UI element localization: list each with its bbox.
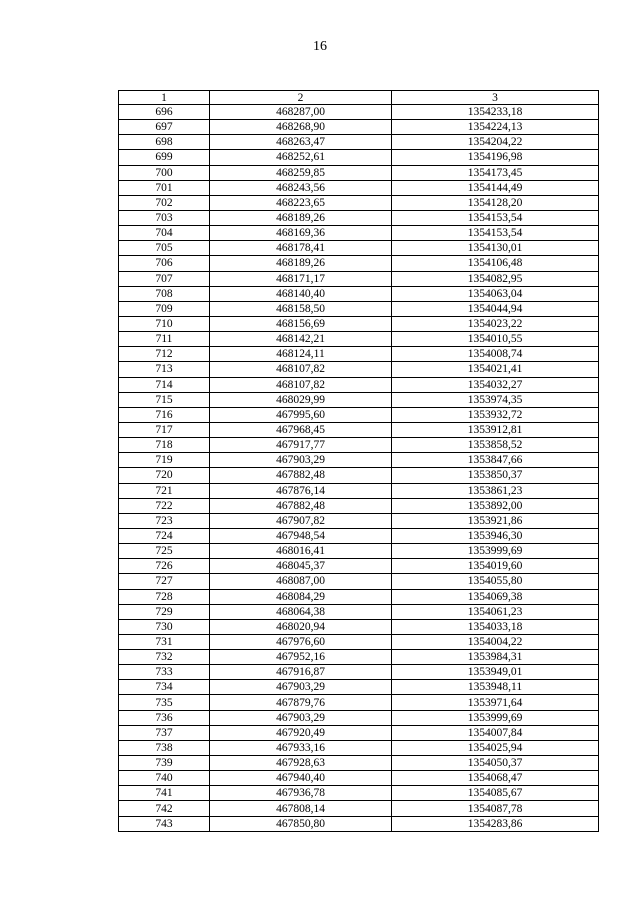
y-coordinate-cell: 1353921,86 <box>392 513 599 528</box>
table-row <box>119 695 599 710</box>
point-number-cell: 742 <box>119 801 210 816</box>
x-coordinate-cell: 468158,50 <box>210 301 392 316</box>
point-number-cell: 727 <box>119 574 210 589</box>
x-coordinate-cell: 467850,80 <box>210 816 392 831</box>
table-row <box>119 771 599 786</box>
table-row <box>119 619 599 634</box>
x-coordinate-cell: 467903,29 <box>210 680 392 695</box>
x-coordinate-cell: 467916,87 <box>210 665 392 680</box>
x-coordinate-cell: 468171,17 <box>210 271 392 286</box>
x-coordinate-cell: 467917,77 <box>210 438 392 453</box>
point-number-cell: 715 <box>119 392 210 407</box>
point-number-cell: 709 <box>119 301 210 316</box>
x-coordinate-cell: 467948,54 <box>210 528 392 543</box>
x-coordinate-cell: 468016,41 <box>210 544 392 559</box>
table-row <box>119 180 599 195</box>
point-number-cell: 732 <box>119 650 210 665</box>
y-coordinate-cell: 1353912,81 <box>392 422 599 437</box>
y-coordinate-cell: 1354283,86 <box>392 816 599 831</box>
x-coordinate-cell: 467995,60 <box>210 407 392 422</box>
point-number-cell: 714 <box>119 377 210 392</box>
point-number-cell: 713 <box>119 362 210 377</box>
x-coordinate-cell: 468142,21 <box>210 332 392 347</box>
y-coordinate-cell: 1354082,95 <box>392 271 599 286</box>
point-number-cell: 720 <box>119 468 210 483</box>
table-header <box>119 91 599 105</box>
x-coordinate-cell: 467879,76 <box>210 695 392 710</box>
y-coordinate-cell: 1353999,69 <box>392 710 599 725</box>
y-coordinate-cell: 1353999,69 <box>392 544 599 559</box>
table-row <box>119 665 599 680</box>
point-number-cell: 728 <box>119 589 210 604</box>
point-number-cell: 710 <box>119 316 210 331</box>
x-coordinate-cell: 467933,16 <box>210 740 392 755</box>
table-row <box>119 710 599 725</box>
x-coordinate-cell: 467882,48 <box>210 498 392 513</box>
point-number-cell: 699 <box>119 150 210 165</box>
x-coordinate-cell: 468156,69 <box>210 316 392 331</box>
y-coordinate-cell: 1354130,01 <box>392 241 599 256</box>
y-coordinate-cell: 1354025,94 <box>392 740 599 755</box>
point-number-cell: 719 <box>119 453 210 468</box>
y-coordinate-cell: 1354019,60 <box>392 559 599 574</box>
table-row <box>119 801 599 816</box>
x-coordinate-cell: 468287,00 <box>210 105 392 120</box>
y-coordinate-cell: 1354173,45 <box>392 165 599 180</box>
table-row <box>119 528 599 543</box>
point-number-cell: 707 <box>119 271 210 286</box>
point-number-cell: 741 <box>119 786 210 801</box>
table-row <box>119 226 599 241</box>
point-number-cell: 740 <box>119 771 210 786</box>
table-row <box>119 589 599 604</box>
y-coordinate-cell: 1354069,38 <box>392 589 599 604</box>
point-number-cell: 738 <box>119 740 210 755</box>
x-coordinate-cell: 468189,26 <box>210 256 392 271</box>
point-number-cell: 736 <box>119 710 210 725</box>
x-coordinate-cell: 467903,29 <box>210 453 392 468</box>
point-number-cell: 703 <box>119 210 210 225</box>
table-row <box>119 120 599 135</box>
table-row <box>119 468 599 483</box>
x-coordinate-cell: 468084,29 <box>210 589 392 604</box>
y-coordinate-cell: 1354061,23 <box>392 604 599 619</box>
y-coordinate-cell: 1354087,78 <box>392 801 599 816</box>
x-coordinate-cell: 467882,48 <box>210 468 392 483</box>
x-coordinate-cell: 467808,14 <box>210 801 392 816</box>
table-row <box>119 347 599 362</box>
point-number-cell: 718 <box>119 438 210 453</box>
x-coordinate-cell: 468259,85 <box>210 165 392 180</box>
x-coordinate-cell: 467936,78 <box>210 786 392 801</box>
y-coordinate-cell: 1354023,22 <box>392 316 599 331</box>
x-coordinate-cell: 467903,29 <box>210 710 392 725</box>
table-row <box>119 332 599 347</box>
x-coordinate-cell: 467876,14 <box>210 483 392 498</box>
y-coordinate-cell: 1354085,67 <box>392 786 599 801</box>
x-coordinate-cell: 468189,26 <box>210 210 392 225</box>
table-row <box>119 422 599 437</box>
x-coordinate-cell: 468263,47 <box>210 135 392 150</box>
table-row <box>119 195 599 210</box>
x-coordinate-cell: 467976,60 <box>210 634 392 649</box>
y-coordinate-cell: 1354050,37 <box>392 756 599 771</box>
point-number-cell: 743 <box>119 816 210 831</box>
y-coordinate-cell: 1354007,84 <box>392 725 599 740</box>
table-row <box>119 286 599 301</box>
header-row <box>119 91 599 105</box>
y-coordinate-cell: 1354010,55 <box>392 332 599 347</box>
y-coordinate-cell: 1353932,72 <box>392 407 599 422</box>
y-coordinate-cell: 1353847,66 <box>392 453 599 468</box>
point-number-cell: 734 <box>119 680 210 695</box>
y-coordinate-cell: 1354055,80 <box>392 574 599 589</box>
table-row <box>119 740 599 755</box>
point-number-cell: 726 <box>119 559 210 574</box>
x-coordinate-cell: 467928,63 <box>210 756 392 771</box>
table-row <box>119 756 599 771</box>
x-coordinate-cell: 468087,00 <box>210 574 392 589</box>
y-coordinate-cell: 1354106,48 <box>392 256 599 271</box>
y-coordinate-cell: 1354144,49 <box>392 180 599 195</box>
y-coordinate-cell: 1354068,47 <box>392 771 599 786</box>
y-coordinate-cell: 1354004,22 <box>392 634 599 649</box>
y-coordinate-cell: 1353892,00 <box>392 498 599 513</box>
point-number-cell: 723 <box>119 513 210 528</box>
point-number-cell: 725 <box>119 544 210 559</box>
point-number-cell: 701 <box>119 180 210 195</box>
table-row <box>119 786 599 801</box>
table-row <box>119 574 599 589</box>
table-row <box>119 377 599 392</box>
x-coordinate-cell: 468223,65 <box>210 195 392 210</box>
y-coordinate-cell: 1354008,74 <box>392 347 599 362</box>
y-coordinate-cell: 1354128,20 <box>392 195 599 210</box>
x-coordinate-cell: 468169,36 <box>210 226 392 241</box>
y-coordinate-cell: 1354032,27 <box>392 377 599 392</box>
header-col-1: 1 <box>119 91 210 105</box>
point-number-cell: 708 <box>119 286 210 301</box>
table-row <box>119 105 599 120</box>
point-number-cell: 716 <box>119 407 210 422</box>
point-number-cell: 721 <box>119 483 210 498</box>
x-coordinate-cell: 468124,11 <box>210 347 392 362</box>
point-number-cell: 712 <box>119 347 210 362</box>
y-coordinate-cell: 1354233,18 <box>392 105 599 120</box>
point-number-cell: 698 <box>119 135 210 150</box>
x-coordinate-cell: 467940,40 <box>210 771 392 786</box>
y-coordinate-cell: 1353850,37 <box>392 468 599 483</box>
point-number-cell: 700 <box>119 165 210 180</box>
x-coordinate-cell: 468252,61 <box>210 150 392 165</box>
table-row <box>119 135 599 150</box>
x-coordinate-cell: 467920,49 <box>210 725 392 740</box>
table-row <box>119 165 599 180</box>
point-number-cell: 697 <box>119 120 210 135</box>
table-row <box>119 438 599 453</box>
table-row <box>119 559 599 574</box>
y-coordinate-cell: 1353946,30 <box>392 528 599 543</box>
x-coordinate-cell: 468029,99 <box>210 392 392 407</box>
table-row <box>119 210 599 225</box>
table-row <box>119 725 599 740</box>
coordinates-table <box>118 90 599 832</box>
y-coordinate-cell: 1354033,18 <box>392 619 599 634</box>
y-coordinate-cell: 1354044,94 <box>392 301 599 316</box>
y-coordinate-cell: 1354021,41 <box>392 362 599 377</box>
point-number-cell: 705 <box>119 241 210 256</box>
table-row <box>119 816 599 831</box>
table-row <box>119 271 599 286</box>
y-coordinate-cell: 1354063,04 <box>392 286 599 301</box>
y-coordinate-cell: 1354153,54 <box>392 210 599 225</box>
table-row <box>119 483 599 498</box>
point-number-cell: 730 <box>119 619 210 634</box>
point-number-cell: 733 <box>119 665 210 680</box>
y-coordinate-cell: 1353948,11 <box>392 680 599 695</box>
y-coordinate-cell: 1353858,52 <box>392 438 599 453</box>
x-coordinate-cell: 468064,38 <box>210 604 392 619</box>
point-number-cell: 702 <box>119 195 210 210</box>
table-row <box>119 650 599 665</box>
y-coordinate-cell: 1354224,13 <box>392 120 599 135</box>
page-number: 16 <box>313 39 327 54</box>
x-coordinate-cell: 468140,40 <box>210 286 392 301</box>
y-coordinate-cell: 1353861,23 <box>392 483 599 498</box>
table-row <box>119 256 599 271</box>
y-coordinate-cell: 1353984,31 <box>392 650 599 665</box>
y-coordinate-cell: 1353949,01 <box>392 665 599 680</box>
x-coordinate-cell: 468243,56 <box>210 180 392 195</box>
table-row <box>119 680 599 695</box>
table-body <box>119 105 599 832</box>
table-row <box>119 498 599 513</box>
table-row <box>119 362 599 377</box>
table-row <box>119 316 599 331</box>
y-coordinate-cell: 1354204,22 <box>392 135 599 150</box>
table-row <box>119 544 599 559</box>
x-coordinate-cell: 467968,45 <box>210 422 392 437</box>
x-coordinate-cell: 468107,82 <box>210 362 392 377</box>
point-number-cell: 735 <box>119 695 210 710</box>
table-row <box>119 513 599 528</box>
x-coordinate-cell: 468020,94 <box>210 619 392 634</box>
y-coordinate-cell: 1354153,54 <box>392 226 599 241</box>
table-row <box>119 634 599 649</box>
table-row <box>119 150 599 165</box>
point-number-cell: 722 <box>119 498 210 513</box>
x-coordinate-cell: 468268,90 <box>210 120 392 135</box>
point-number-cell: 711 <box>119 332 210 347</box>
point-number-cell: 696 <box>119 105 210 120</box>
table-row <box>119 301 599 316</box>
table-row <box>119 604 599 619</box>
point-number-cell: 737 <box>119 725 210 740</box>
point-number-cell: 706 <box>119 256 210 271</box>
x-coordinate-cell: 467907,82 <box>210 513 392 528</box>
x-coordinate-cell: 468045,37 <box>210 559 392 574</box>
table-row <box>119 241 599 256</box>
table-row <box>119 407 599 422</box>
point-number-cell: 717 <box>119 422 210 437</box>
x-coordinate-cell: 468178,41 <box>210 241 392 256</box>
y-coordinate-cell: 1353974,35 <box>392 392 599 407</box>
point-number-cell: 739 <box>119 756 210 771</box>
header-col-2: 2 <box>210 91 392 105</box>
point-number-cell: 729 <box>119 604 210 619</box>
table-row <box>119 453 599 468</box>
table-row <box>119 392 599 407</box>
x-coordinate-cell: 468107,82 <box>210 377 392 392</box>
point-number-cell: 731 <box>119 634 210 649</box>
x-coordinate-cell: 467952,16 <box>210 650 392 665</box>
y-coordinate-cell: 1354196,98 <box>392 150 599 165</box>
point-number-cell: 724 <box>119 528 210 543</box>
y-coordinate-cell: 1353971,64 <box>392 695 599 710</box>
header-col-3: 3 <box>392 91 599 105</box>
point-number-cell: 704 <box>119 226 210 241</box>
